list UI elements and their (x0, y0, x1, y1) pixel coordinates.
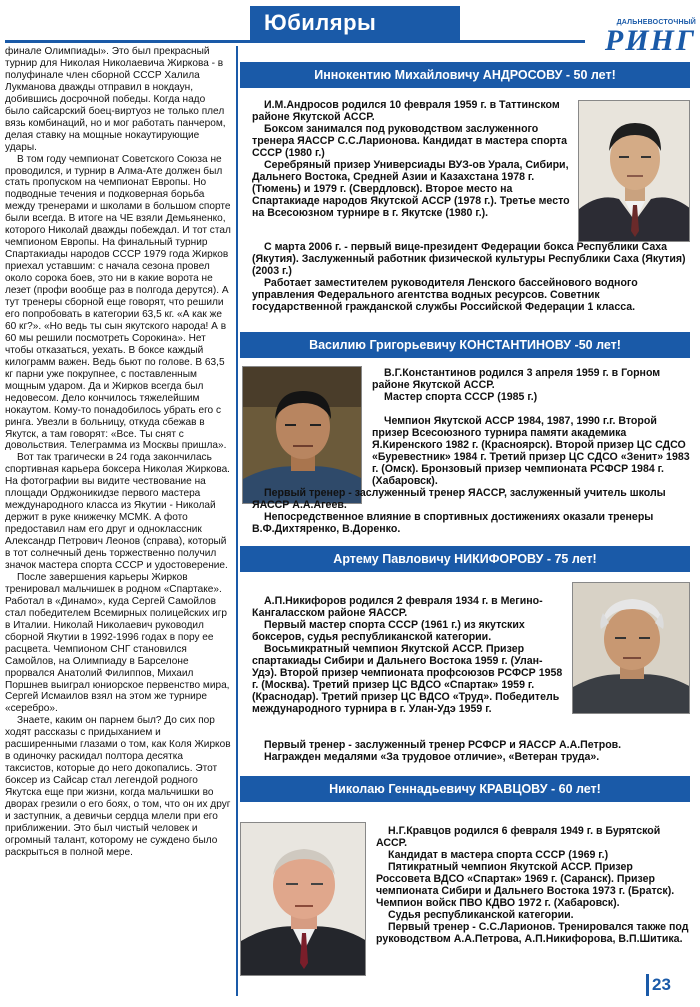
column-divider (236, 46, 238, 996)
bio-paragraph: Работает заместителем руководителя Ленского бассейнового водного управления Федерального агентства водных ресурсов. Советник государственной гражданской службы Российской Федерации 1 класса. (252, 276, 638, 313)
left-paragraph: финале Олимпиады». Это был прекрасный турнир для Николая Николаевича Жиркова - в полуфинале член сборной СССР Халила Лукманова дважды отправил в нокдаун, добившись досрочной победы. Когда надо было сайсарский боец-виртуоз не только плел вязь комбинаций, но и мог работать панчером, делая ставку на мощные нокаутирующие удары. (5, 46, 226, 153)
bio-paragraph: Н.Г.Кравцов родился 6 февраля 1949 г. в Бурятской АССР. (376, 825, 661, 849)
bio-paragraph: Непосредственное влияние в спортивных достижениях оказали тренеры В.Ф.Дихтяренко, В.Доренко. (252, 510, 654, 535)
bio-paragraph: А.П.Никифоров родился 2 февраля 1934 г. в Мегино-Кангаласском районе ЯАССР. (252, 595, 543, 619)
article-text-androsov-cont (252, 242, 688, 314)
bio-paragraph: Восьмикратный чемпион Якутской АССР. Призер спартакиады Сибири и Дальнего Востока 1959 г. (Улан-Удэ). Второй призер чемпионата профсоюзов РСФСР 1958 г. (Москва). Третий призер ЦС ВДСО «Спартак» 1959 г. (Краснодар). Третий призер ЦС ВДСО «Труд». Победитель международного турнира в г. Улан-Удэ 1959 г. (252, 642, 563, 715)
left-paragraph: После завершения карьеры Жирков тренировал мальчишек в родном «Спартаке». Работал в «Динамо», куда Сергей Самойлов стал победителем Всемирных полицейских игр в Италии. Николай Николаевич руководил сборной Якутии в 1992-1996 годах в пору ее расцвета. Чемпионом СНГ становился Самойлов, на Олимпиаду в Барселоне прорвался Анатолий Филиппов, Михаил Поршнев выиграл юниорское первенство мира, Сергей Исмаилов взял на этом же турнире «серебро». (5, 571, 230, 715)
photo-kravtsov (240, 822, 366, 976)
article-banner-nikiforov: Артему Павловичу НИКИФОРОВУ - 75 лет! (240, 546, 690, 572)
bio-paragraph: Пятикратный чемпион Якутской АССР. Призер Россовета ВДСО «Спартак» 1969 г. (Саранск). Призер чемпионата Сибири и Дальнего Востока 1973 г. (Братск). Чемпион войск ПВО КДВО 1972 г. (Хабаровск). (376, 860, 675, 909)
page-number-bar (646, 974, 649, 996)
article-text-konstantinov-cont (252, 416, 690, 536)
header-rule (5, 40, 585, 43)
bio-paragraph: С марта 2006 г. - первый вице-президент Федерации бокса Республики Саха (Якутия). Заслуженный работник физической культуры Республики Саха (Якутия) (2003 г.) (252, 241, 686, 277)
article-text-androsov (252, 100, 574, 220)
article-banner-kravtsov: Николаю Геннадьевичу КРАВЦОВУ - 60 лет! (240, 776, 690, 802)
portrait-kravtsov-image (241, 823, 366, 976)
bio-paragraph: Награжден медалями «За трудовое отличие», «Ветеран труда». (264, 750, 600, 763)
portrait-androsov-image (579, 101, 690, 242)
section-title: Юбиляры (250, 6, 460, 40)
magazine-logo (588, 18, 696, 58)
bio-paragraph: Первый тренер - заслуженный тренер ЯАССР, заслуженный учитель школы ЯАССР А.А.Агеев. (252, 486, 666, 511)
bio-paragraph: Судья республиканской категории. (388, 908, 574, 921)
bio-paragraph: В.Г.Константинов родился 3 апреля 1959 г. в Горном районе Якутской АССР. (372, 367, 661, 391)
article-text-kravtsov (376, 826, 690, 946)
article-text-konstantinov (372, 368, 690, 404)
article-text-nikiforov-cont (252, 740, 688, 764)
photo-nikiforov (572, 582, 690, 714)
portrait-nikiforov-image (573, 583, 690, 714)
logo-title: РИНГ (604, 24, 696, 57)
bio-paragraph: Кандидат в мастера спорта СССР (1969 г.) (388, 848, 609, 861)
bio-paragraph: Чемпион Якутской АССР 1984, 1987, 1990 г.г. Второй призер Всесоюзного турнира памяти академика Я.Киренского 1982 г. (Красноярск). Второй призер ЦС СДСО «Буревестник» 1984 г. Третий призер ЦС СДСО «Зенит» 1983 г. (Омск). Бронзовый призер чемпионата РСФСР 1984 г. (Хабаровск). (372, 415, 690, 487)
bio-paragraph: Первый тренер - заслуженный тренер РСФСР и ЯАССР А.А.Петров. (264, 739, 622, 751)
left-paragraph: Знаете, каким он парнем был? До сих пор ходят рассказы с придыханием и расширенными глазами о том, как Коля Жирков в одиночку раскидал полтора десятка таксистов, которые до него докопались. Этот боксер из Сайсар стал легендой родного Якутска еще при жизни, когда мальчишки во дворах грезили о его боях, о том, что он их друг и заступник, а девичьи сердца млели при его приближении. Это был чистый человек и огромный талант, которому не суждено было раскрыться в полной мере. (5, 715, 231, 858)
logo-subtitle: ДАЛЬНЕВОСТОЧНЫЙ (616, 19, 696, 26)
page-number: 23 (652, 975, 671, 994)
left-paragraph: В том году чемпионат Советского Союза не проводился, и турнир в Алма-Ате должен был стать пропуском на чемпионат Европы. Но подводные течения и подковерная борьба между тренерами и школами в большом спорте были всегда. В итоге на ЧЕ взяли Демьяненко, которого Николай дважды побеждал. И тот стал чемпионом Европы. На финальный турнир Спартакиады народов СССР 1979 года Жирков приехал уставшим: с начала сезона провел около сорока боев, это ни в какие ворота не лезет (профи вообще раз в полгода дерутся). А тут тренеры сборной еще говорят, что решили его попробовать в категории 63,5 кг. «А как же 60 кг?». «Но ведь ты сын якутского народа! А в 60 мы решили посмотреть Сорокина». Нет чтобы отказаться, уехать. В боксе каждый килограмм важен. Ведь бьют по голове. В 63,5 кг парни уже покрупнее, с поставленным мощным ударом. Да и Жирков всегда был недовесом. Дело кончилось тяжелейшим нокаутом. Кому-то понадобилось убрать его с ринга. Увезли в больницу, откуда сбежав в Якутск, а там говорят: «Все. Ты снят с довольствия. Телеграмма из Москвы пришла». (5, 153, 231, 452)
bio-paragraph: Первый тренер - С.С.Ларионов. Тренировался также под руководством А.А.Петрова, А.П.Никифорова, В.П.Шитика. (376, 920, 689, 945)
bio-paragraph: Первый мастер спорта СССР (1961 г.) из якутских боксеров, судья республиканской категории. (252, 618, 525, 643)
left-paragraph: Вот так трагически в 24 года закончилась спортивная карьера боксера Николая Жиркова. На фотографии вы видите чествование на площади Орджоникидзе первого мастера международного класса из Якутии - Николай держит в руке книжечку МСМК. А фото предоставил нам его друг и одноклассник Александр Петрович Леонов (справа), который в тот солнечный день торжественно получил значок мастера спорта СССР и удостоверение. (5, 452, 230, 571)
bio-paragraph: Мастер спорта СССР (1985 г.) (384, 390, 538, 403)
left-column-text (5, 46, 231, 996)
article-banner-konstantinov: Василию Григорьевичу КОНСТАНТИНОВУ -50 лет! (240, 332, 690, 358)
article-text-nikiforov (252, 596, 566, 716)
bio-paragraph: И.М.Андросов родился 10 февраля 1959 г. в Таттинском районе Якутской АССР. (252, 99, 560, 123)
bio-paragraph: Боксом занимался под руководством заслуженного тренера ЯАССР С.С.Ларионова. Кандидат в мастера спорта СССР (1980 г.) (252, 122, 568, 159)
article-banner-androsov: Иннокентию Михайловичу АНДРОСОВУ - 50 лет! (240, 62, 690, 88)
photo-androsov (578, 100, 690, 242)
bio-paragraph: Серебряный призер Универсиады ВУЗ-ов Урала, Сибири, Дальнего Востока, Средней Азии и Казахстана 1978 г. (Тюмень) и 1979 г. (Свердловск). Второе место на Спартакиаде народов Якутской АССР (1978 г.). Третье место на Всесоюзном турнире в г. Якутске (1980 г.). (252, 158, 570, 219)
